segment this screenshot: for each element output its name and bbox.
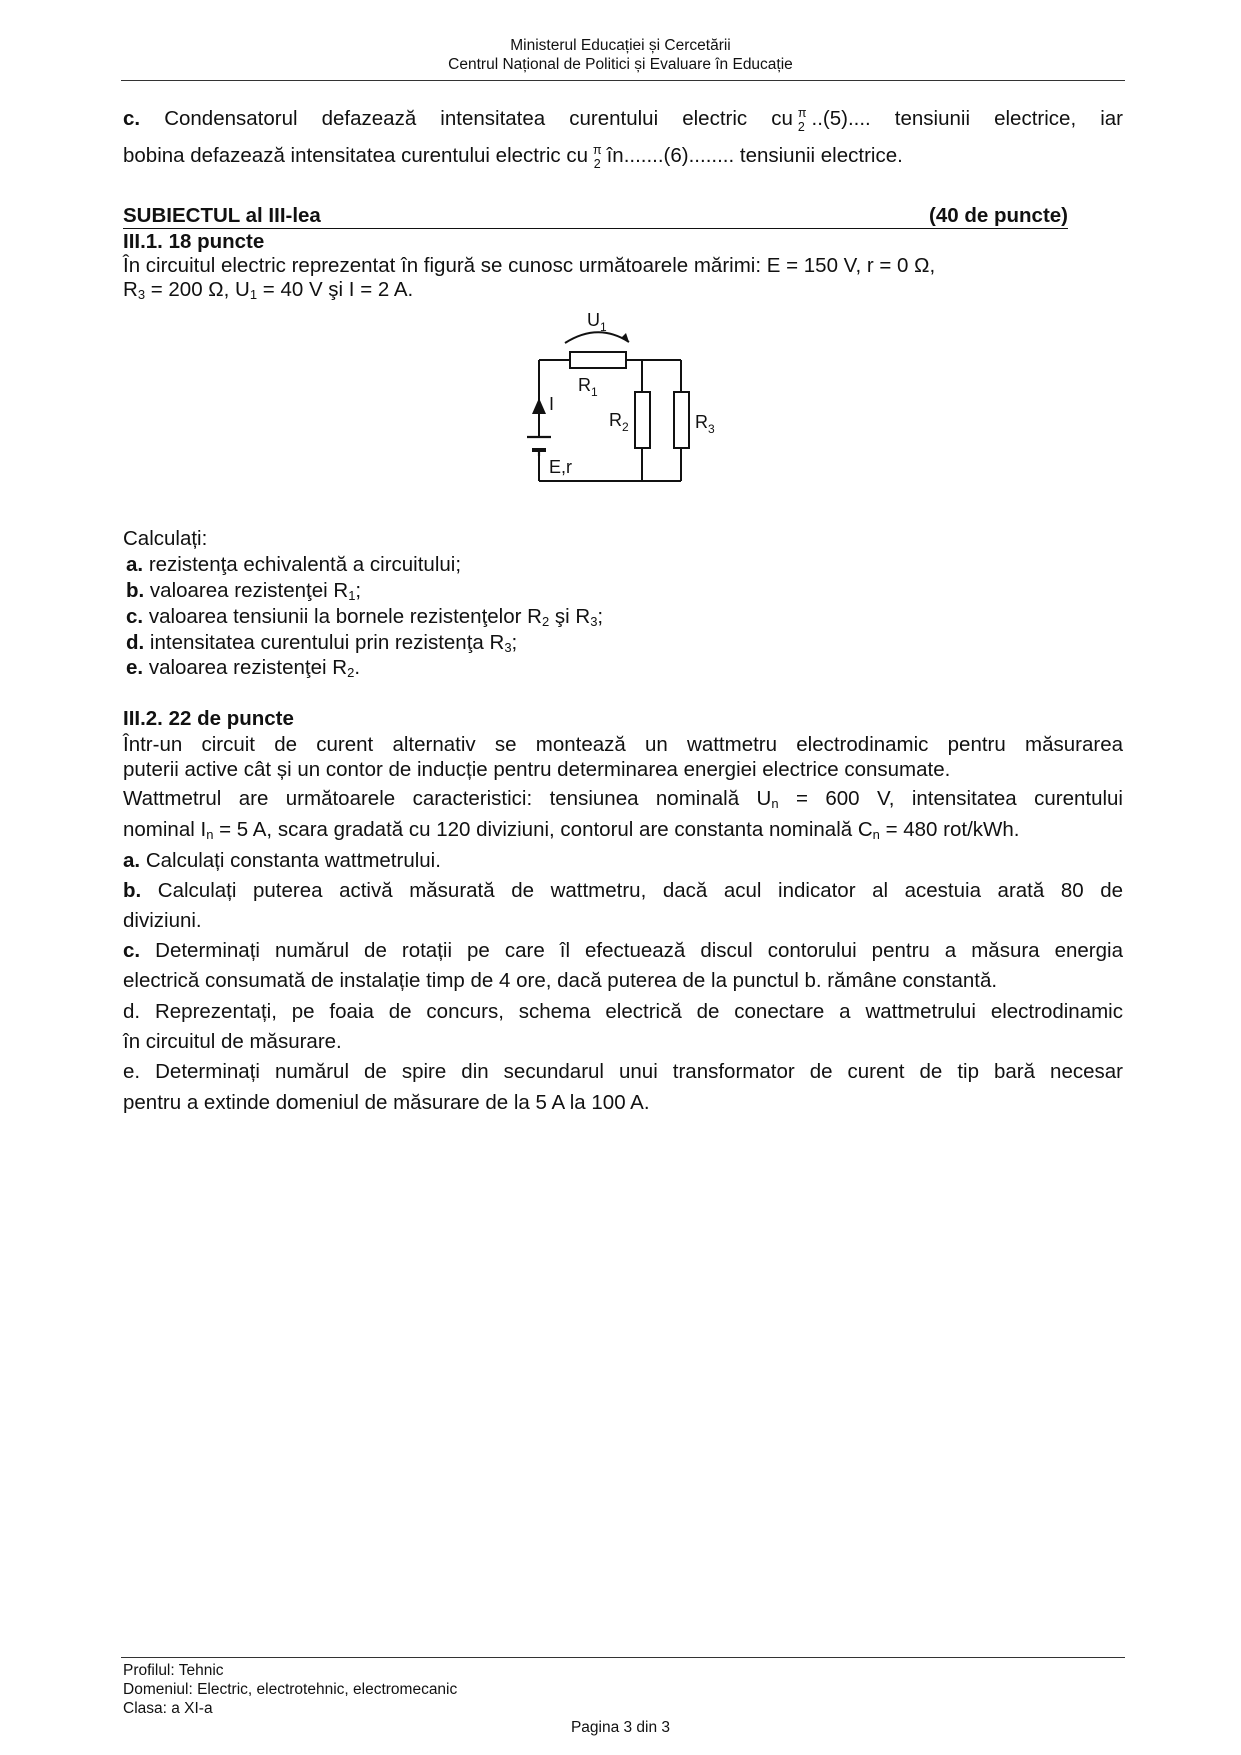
iii2-item-e: e. Determinați numărul de spire din secundarul unui transformator de curent de tip bară necesar [123, 1060, 1123, 1083]
exercise-heading: III.1. 18 puncte [123, 230, 265, 253]
iii2-item-d: d. Reprezentați, pe foaia de concurs, schema electrică de conectare a wattmetrului electrodinamic [123, 1000, 1123, 1023]
page-footer [123, 1661, 457, 1718]
label-u1: $U_1$ [587, 310, 607, 334]
footer-domain: Domeniul: Electric, electrotehnic, electromecanic [123, 1681, 458, 1698]
iii2-item-a: a. Calculați constanta wattmetrului. [123, 849, 441, 872]
subject-title: SUBIECTUL al III-lea [123, 204, 321, 227]
calculation-list [123, 526, 1123, 680]
list-item: e. valoarea rezistenţei $R_2$. [126, 656, 361, 680]
iii2-item-b-continued: diviziuni. [123, 909, 202, 932]
footer-class: Clasa: a XI-a [123, 1700, 213, 1717]
footer-profile: Profilul: Tehnic [123, 1662, 224, 1679]
exercise-intro-continued: $R_3 = 200$ Ω, $U_1 = 40$ V şi I = 2 A. [123, 278, 414, 302]
exercise-intro: În circuitul electric reprezentat în figură se cunosc următoarele mărimi: E = 150 V, r = 0 Ω, [123, 254, 936, 277]
exercise-iii-2-heading: III.2. 22 de puncte [123, 707, 294, 730]
center-title: Centrul Național de Politici și Evaluare în Educație [448, 56, 793, 73]
iii2-item-b: b. Calculați puterea activă măsurată de wattmetru, dacă acul indicator al acestuia arată 80 de [123, 879, 1124, 902]
list-item: b. valoarea rezistenţei $R_1$; [126, 579, 362, 603]
part-c-line-2: bobina defazează intensitatea curentului electric cu π 2 în.......(6)........ tensiunii electrice. [123, 142, 903, 171]
iii2-paragraph-line: nominal $I_n = 5$ A, scara gradată cu 120 diviziuni, contorul are constanta nominală $C_n = 480$ rot/kWh. [123, 818, 1020, 842]
iii2-paragraph-line: puterii active cât și un contor de inducție pentru determinarea energiei electrice consumate. [123, 758, 951, 781]
resistor-r1 [570, 352, 626, 368]
subject-heading [123, 204, 1068, 229]
list-item: a. rezistenţa echivalentă a circuitului; [126, 553, 462, 576]
footer-divider [121, 1657, 1125, 1658]
u1-voltage-arc [565, 332, 629, 343]
subject-points: (40 de puncte) [929, 204, 1068, 227]
page-number: Pagina 3 din 3 [570, 1719, 671, 1736]
resistor-r2 [635, 392, 650, 448]
iii2-item-c: c. Determinați numărul de rotații pe care îl efectuează discul contorului pentru a măsura energia [123, 939, 1123, 962]
label-source: E,r [549, 457, 573, 477]
item-label: c. [123, 107, 141, 130]
iii2-paragraph-line: Într-un circuit de curent alternativ se montează un wattmetru electrodinamic pentru măsurarea [123, 733, 1123, 756]
label-r1: $R_1$ [578, 375, 598, 399]
iii2-item-e-continued: pentru a extinde domeniul de măsurare de la 5 A la 100 A. [123, 1091, 650, 1114]
iii2-paragraph-line: Wattmetrul are următoarele caracteristici: tensiunea nominală $U_n = 600$ V, intensitatea curentului [123, 787, 1123, 811]
list-item: c. valoarea tensiunii la bornele rezistenţelor $R_2$ şi $R_3$; [126, 605, 604, 629]
iii2-item-d-continued: în circuitul de măsurare. [123, 1030, 342, 1053]
current-arrow-head [532, 398, 546, 414]
part-c-line-1: c. Condensatorul defazează intensitatea curentului electric cu π 2 ..(5).... tensiunii electrice, iar [123, 105, 1123, 134]
ministry-title: Ministerul Educației și Cercetării [510, 37, 731, 54]
list-item: d. intensitatea curentului prin rezistenţa $R_3$; [126, 631, 518, 655]
resistor-r3 [674, 392, 689, 448]
label-r3: $R_3$ [695, 412, 715, 436]
header-divider [121, 80, 1125, 81]
calculate-label: Calculați: [123, 527, 208, 550]
label-current: I [549, 394, 555, 414]
label-r2: $R_2$ [609, 410, 629, 434]
circuit-diagram [505, 306, 740, 496]
fraction-pi-over-2: π 2 [592, 142, 602, 171]
fraction-pi-over-2: π 2 [797, 105, 807, 134]
page-header [0, 36, 1241, 74]
iii2-item-c-continued: electrică consumată de instalație timp de 4 ore, dacă puterea de la punctul b. rămâne constantă. [123, 969, 998, 992]
exercise-iii-1 [123, 230, 1123, 302]
